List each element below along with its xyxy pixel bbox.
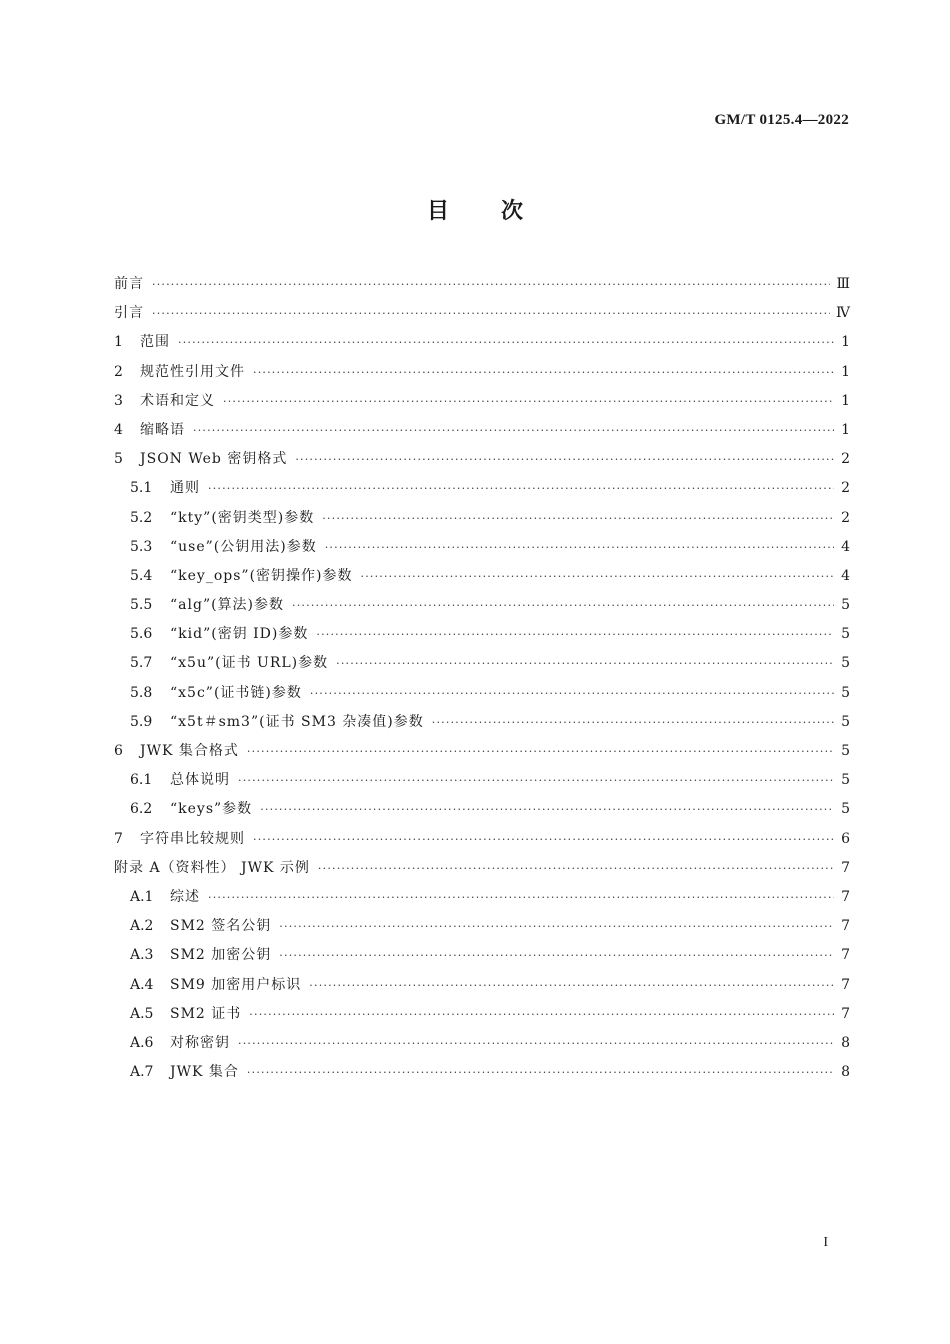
toc-entry-label: 引言 [114, 305, 144, 322]
toc-entry-label: “x5c”(证书链)参数 [170, 684, 302, 701]
toc-entry-page: 2 [841, 451, 850, 468]
toc-entry-number: A.3 [130, 947, 154, 964]
toc-entry-label: “kid”(密钥 ID)参数 [170, 626, 309, 643]
toc-entry-number: A.2 [130, 918, 154, 935]
toc-leader-dots [247, 1058, 834, 1087]
toc-entry-number: 6 [114, 743, 123, 759]
toc-leader-dots [316, 620, 834, 649]
toc-entry-label: “alg”(算法)参数 [170, 597, 285, 614]
toc-leader-dots [310, 679, 834, 708]
toc-entry-label: 前言 [114, 276, 144, 292]
toc-entry-page: 4 [841, 567, 850, 584]
toc-entry[interactable] [114, 883, 850, 912]
toc-entry-number: A.4 [130, 976, 154, 993]
toc-entry-label: 规范性引用文件 [140, 363, 245, 380]
toc-entry[interactable] [114, 766, 850, 795]
toc-entry[interactable] [114, 795, 850, 824]
toc-entry-page: 7 [841, 888, 850, 905]
toc-entry[interactable] [114, 1029, 850, 1058]
toc-entry-label: SM2 加密公钥 [170, 947, 272, 964]
toc-entry-label: 对称密钥 [170, 1034, 230, 1051]
toc-entry[interactable] [114, 649, 850, 678]
toc-entry-page: 7 [841, 947, 850, 964]
toc-entry-number: 5.8 [130, 684, 153, 701]
toc-leader-dots [238, 1029, 834, 1058]
toc-leader-dots [208, 883, 834, 912]
toc-entry-page: 5 [841, 684, 850, 701]
toc-entry-page: 8 [841, 1034, 850, 1051]
toc-leader-dots [238, 766, 834, 795]
toc-entry-number: 5.9 [130, 713, 153, 730]
toc-entry-page: 7 [841, 1005, 850, 1022]
toc-leader-dots [247, 737, 834, 766]
toc-leader-dots [253, 358, 834, 387]
page-number: I [823, 1235, 828, 1250]
toc-entry[interactable] [114, 912, 850, 941]
table-of-contents [114, 270, 850, 1087]
toc-entry-number: 6.1 [130, 772, 153, 789]
toc-entry-number: 4 [114, 421, 123, 438]
toc-entry-label: 综述 [170, 888, 200, 905]
toc-leader-dots [322, 504, 834, 533]
toc-entry[interactable] [114, 825, 850, 854]
toc-entry-label: 附录 A（资料性） JWK 示例 [114, 859, 310, 876]
toc-entry-label: 字符串比较规则 [140, 830, 245, 847]
toc-entry-number: 5.7 [130, 655, 153, 672]
toc-entry-page: 2 [841, 480, 850, 497]
toc-entry[interactable] [114, 679, 850, 708]
toc-leader-dots [292, 591, 834, 620]
toc-entry-label: “use”(公钥用法)参数 [170, 538, 317, 555]
toc-entry-page: 4 [841, 538, 850, 555]
toc-entry[interactable] [114, 387, 850, 416]
toc-leader-dots [325, 533, 834, 562]
toc-entry-number: 5.1 [130, 480, 153, 497]
toc-entry-page: 8 [841, 1064, 850, 1081]
toc-entry[interactable] [114, 1000, 850, 1029]
toc-entry-number: 5.4 [130, 567, 153, 584]
toc-entry-number: 5 [114, 451, 123, 468]
toc-entry-page: 7 [841, 976, 850, 993]
toc-entry[interactable] [114, 328, 850, 357]
toc-leader-dots [260, 795, 834, 824]
toc-entry-label: SM2 证书 [170, 1005, 242, 1022]
toc-leader-dots [249, 1000, 834, 1029]
toc-entry-label: 缩略语 [140, 421, 185, 438]
toc-entry[interactable] [114, 474, 850, 503]
toc-leader-dots [361, 562, 835, 591]
toc-entry-page: 1 [841, 363, 850, 380]
toc-entry-number: A.1 [130, 888, 154, 905]
toc-leader-dots [279, 912, 834, 941]
toc-entry-number: 7 [114, 830, 123, 847]
toc-leader-dots [253, 825, 834, 854]
toc-entry[interactable] [114, 270, 850, 299]
toc-entry-label: JWK 集合 [170, 1064, 239, 1081]
toc-entry-number: 3 [114, 392, 123, 409]
toc-entry-number: A.6 [130, 1034, 154, 1051]
toc-entry[interactable] [114, 854, 850, 883]
toc-entry[interactable] [114, 620, 850, 649]
toc-entry-page: 5 [841, 626, 850, 643]
toc-entry-page: Ⅳ [836, 305, 850, 322]
toc-entry-page: 7 [841, 859, 850, 876]
toc-entry[interactable] [114, 445, 850, 474]
toc-leader-dots [223, 387, 834, 416]
toc-entry-label: “x5u”(证书 URL)参数 [170, 655, 329, 672]
toc-entry-page: 5 [841, 772, 850, 789]
toc-entry-number: 5.6 [130, 626, 153, 643]
toc-entry[interactable] [114, 562, 850, 591]
toc-entry-number: 2 [114, 363, 123, 380]
toc-entry-label: JWK 集合格式 [140, 743, 239, 759]
toc-leader-dots [152, 299, 830, 328]
toc-entry-number: A.7 [130, 1064, 154, 1081]
toc-entry[interactable] [114, 416, 850, 445]
toc-entry-page: 5 [841, 713, 850, 730]
toc-entry[interactable] [114, 533, 850, 562]
toc-leader-dots [279, 941, 834, 970]
toc-entry-label: JSON Web 密钥格式 [140, 451, 288, 468]
toc-entry[interactable] [114, 591, 850, 620]
toc-entry-number: A.5 [130, 1005, 154, 1022]
toc-entry[interactable] [114, 941, 850, 970]
toc-leader-dots [432, 708, 834, 737]
toc-entry-page: 5 [841, 655, 850, 672]
toc-entry-page: 1 [841, 334, 850, 351]
toc-entry-page: 1 [841, 392, 850, 409]
page-title: 目次 [426, 198, 575, 224]
toc-entry[interactable] [114, 708, 850, 737]
toc-entry[interactable] [114, 737, 850, 766]
toc-entry-label: 总体说明 [170, 772, 230, 789]
toc-leader-dots [193, 416, 834, 445]
toc-entry-page: 5 [841, 743, 850, 759]
toc-leader-dots [309, 971, 834, 1000]
toc-entry[interactable] [114, 504, 850, 533]
toc-leader-dots [336, 649, 834, 678]
toc-leader-dots [208, 474, 834, 503]
toc-entry-label: SM9 加密用户标识 [170, 976, 302, 993]
toc-entry-page: 1 [841, 421, 850, 438]
toc-entry-label: “x5t＃sm3”(证书 SM3 杂凑值)参数 [170, 713, 424, 730]
toc-entry-page: 7 [841, 918, 850, 935]
toc-entry-label: “keys”参数 [170, 801, 253, 818]
toc-entry-label: “key_ops”(密钥操作)参数 [170, 567, 353, 584]
toc-entry-number: 5.5 [130, 597, 153, 614]
toc-entry-label: 通则 [170, 480, 200, 497]
toc-entry-number: 5.3 [130, 538, 153, 555]
toc-entry-page: 2 [841, 509, 850, 526]
toc-entry[interactable] [114, 299, 850, 328]
toc-entry-page: 5 [841, 801, 850, 818]
toc-leader-dots [178, 328, 834, 357]
toc-entry-page: 6 [841, 830, 850, 847]
toc-entry[interactable] [114, 1058, 850, 1087]
toc-entry-page: 5 [841, 597, 850, 614]
toc-entry-number: 1 [114, 334, 123, 351]
toc-entry-label: 范围 [140, 334, 170, 351]
toc-leader-dots [152, 270, 830, 299]
toc-entry[interactable] [114, 971, 850, 1000]
toc-entry-page: Ⅲ [836, 276, 850, 292]
toc-entry[interactable] [114, 358, 850, 387]
toc-entry-number: 5.2 [130, 509, 153, 526]
toc-entry-label: 术语和定义 [140, 392, 215, 409]
document-code: GM/T 0125.4—2022 [714, 112, 849, 128]
toc-leader-dots [318, 854, 834, 883]
toc-leader-dots [295, 445, 834, 474]
toc-entry-label: “kty”(密钥类型)参数 [170, 509, 315, 526]
toc-entry-label: SM2 签名公钥 [170, 918, 272, 935]
toc-entry-number: 6.2 [130, 801, 153, 818]
